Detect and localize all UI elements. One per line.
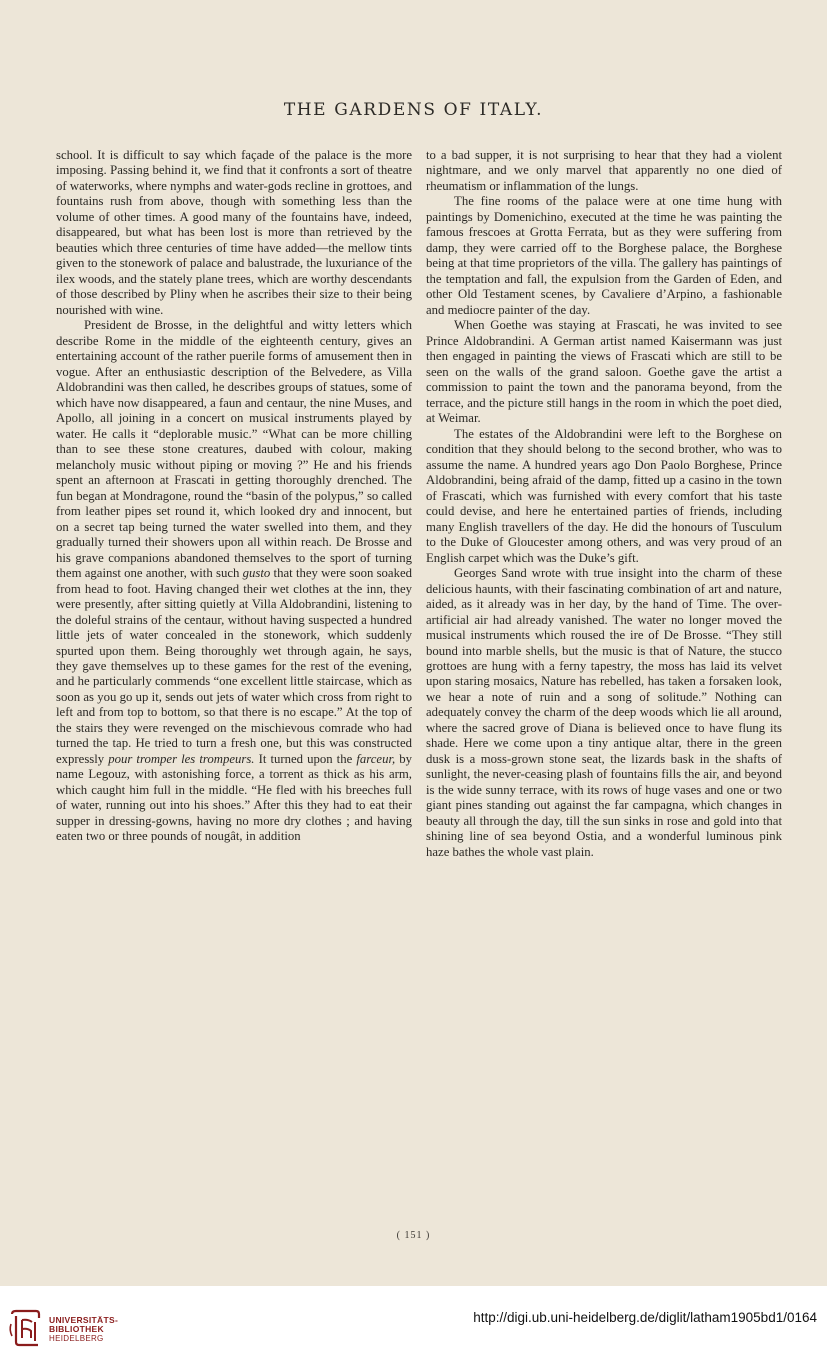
italic-gusto: gusto [242,566,271,581]
page-number: ( 151 ) [396,1230,431,1241]
library-name [49,1316,118,1343]
right-paragraph-1: to a bad supper, it is not surprising to hear that they had a violent nightmare, and we only marvel that apparently no one died of rheumatism or inflammation of the lungs. [426,148,782,193]
right-paragraph-4: The estates of the Aldobrandini were left to the Borghese on condition that they should belong to the second brother, who was to assume the name. A hundred years ago Don Paolo Borghese, Prince Aldobrandini, being afraid of the damp, fitted up a casino in the town of Frascati, which was furnished with every comfort that his taste could devise, and here he entertained parties of friends, including many English travellers of the day. He did the honours of Tusculum to the Duke of Gloucester among others, and was very proud of an English carpet which was the Duke’s gift. [426,426,782,565]
text-run: It turned upon the [254,751,357,766]
left-paragraph-2 [56,318,412,844]
library-seal-icon [8,1308,44,1348]
left-column [56,148,412,845]
left-paragraph-1: school. It is difficult to say which façade of the palace is the more imposing. Passing behind it, we find that it confronts a sort of theatre of waterworks, where nymphs and water-gods recline in grottoes, and fountains rush from above, though with something less than the volume of other times. A good many of the fountains have, indeed, disappeared, but what has been lost is more than retrieved by the beauties which three centuries of time have added—the mellow tints given to the stonework of palace and balustrade, the luxuriance of the ilex woods, and the stately plane trees, which are worthy descendants of those described by Pliny when he ascribes their size to their being nourished with wine. [56,148,412,317]
right-paragraph-2: The fine rooms of the palace were at one time hung with paintings by Domenichino, executed at the time he was painting the famous frescoes at Grotta Ferrata, but as they were suffering from damp, they were carried off to the Borghese palace, the Borghese being at that time proprietors of the villa. The gallery has paintings of the temptation and fall, the expulsion from the Garden of Eden, and other Old Testament scenes, by Cavaliere d’Arpino, a fashionable and mediocre painter of the day. [426,194,782,317]
library-name-line-2: BIBLIOTHEK [49,1324,104,1334]
text-run: that they were soon soaked from head to foot. Having changed their wet clothes at the inn, they were presently, after sitting quietly at Villa Aldobrandini, listening to the doleful strains of the centaur, without having suspected a hundred little jets of water concealed in the stonework, which suddenly spurted upon them. Being thoroughly wet through again, he says, they gave themselves up to these games for the rest of the evening, and he particularly commends “one excellent little staircase, which as soon as you go up it, sends out jets of water which cross from right to left and from top to bottom, so that there is no escape.” At the top of the stairs they were revenged on the mischievous comrade who had turned the tap. He tried to turn a fresh one, but this was constructed expressly [56,566,412,766]
right-paragraph-5: Georges Sand wrote with true insight into the charm of these delicious haunts, with their fascinating combination of art and nature, aided, as it already was in her day, by the hand of Time. The over-artificial air had already vanished. The water no longer moved the musical instruments which roused the ire of De Brosse. “They still bound into marble shells, but the music is that of Nature, the stucco grottoes are hung with a ferny tapestry, the moss has laid its velvet upon staring mosaics, Nature has rebelled, has taken a forsaken look, we hear a note of ruin and a song of solitude.” Nothing can adequately convey the charm of the deep woods which lie all around, where the sacred grove of Diana is believed once to have flung its shade. Here we come upon a tiny antique altar, there in the green dusk is a moss-grown stone seat, the lizards bask in the shafts of sunlight, the never-ceasing plash of fountains fills the air, and beyond is the wide sunny terrace, with its rows of huge vases and one or two giant pines standing out against the far campagna, which changes in beauty all through the day, till the sun sinks in rose and gold into that shining line of sea beyond Ostia, and a wonderful luminous pink haze bathes the whole vast plain. [426,566,782,859]
library-name-line-3: HEIDELBERG [49,1334,104,1343]
permalink[interactable]: http://digi.ub.uni-heidelberg.de/diglit/latham1905bd1/0164 [473,1310,817,1325]
italic-pour-tromper: pour tromper les trompeurs. [108,751,255,766]
library-footer [0,1286,827,1361]
text-run: by name Legouz, with astonishing force, a torrent as thick as his arm, which caught him full in the middle. “He fled with his breeches full of water, running out into his shoes.” After this they had to eat their supper in dressing-gowns, having no more dry clothes ; and having eaten two or three pounds of nougât, in addition [56,751,413,844]
text-run: President de Brosse, in the delightful and witty letters which describe Rome in the middle of the eighteenth century, gives an entertaining account of the rather puerile forms of amusement then in vogue. After an enthusiastic description of the Belvedere, as Villa Aldobrandini was then called, he describes groups of statues, some of which have now disappeared, a faun and centaur, the nine Muses, and Apollo, all joining in a concert on musical instruments played by water. He calls it “deplorable music.” “What can be more chilling than to see these stone creatures, daubed with colour, making melancholy music without piping or moving ?” He and his friends spent an afternoon at Frascati in getting thoroughly drenched. The fun began at Mondragone, round the “basin of the polypus,” so called from leather pipes set round it, which looked dry and innocent, but on a secret tap being turned the water swelled into them, and they gradually turned their showers upon all within reach. De Brosse and his grave companions abandoned themselves to the sport of turning them against one another, with such [56,318,412,581]
italic-farceur: farceur, [356,751,396,766]
right-column [426,148,782,860]
right-paragraph-3: When Goethe was staying at Frascati, he was invited to see Prince Aldobrandini. A German artist named Kaisermann was just then engaged in painting the views of Frascati which are still to be seen on the walls of the grand saloon. Goethe gave the artist a commission to paint the town and the panorama beyond, from the terrace, and the picture still hangs in the room in which the poet died, at Weimar. [426,318,782,426]
running-head: THE GARDENS OF ITALY. [283,100,544,120]
library-name-line-1: UNIVERSITÄTS- [49,1315,119,1325]
